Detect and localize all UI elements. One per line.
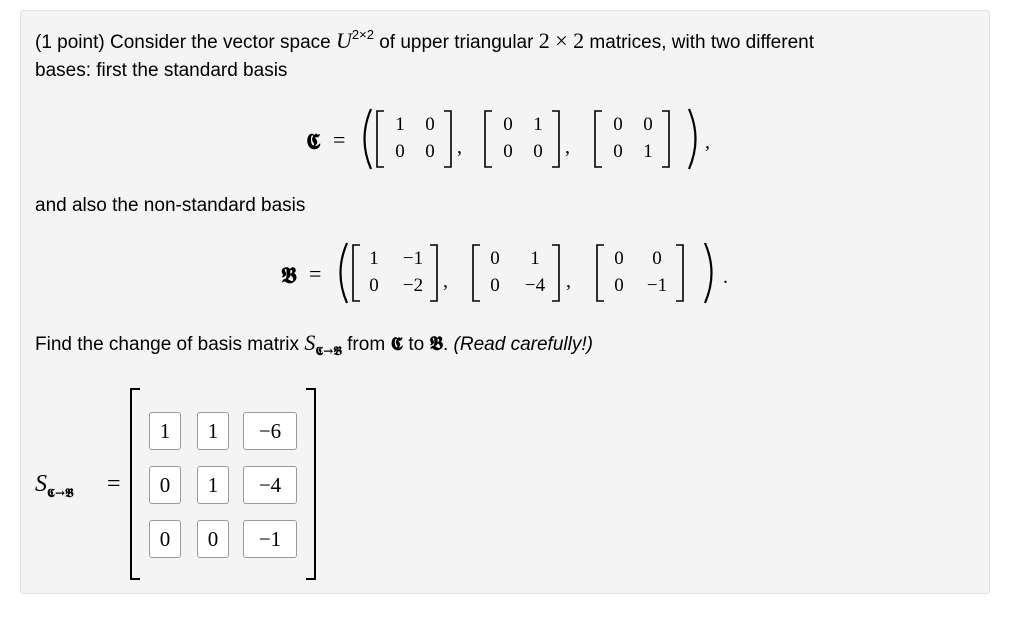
B3-a22: −1: [646, 275, 668, 296]
E1-right-bracket: [443, 110, 453, 168]
answer-left-bracket: [129, 388, 141, 580]
answer-S-symbol: S: [35, 471, 47, 497]
answer-label: [35, 471, 74, 498]
problem-line-2: bases: first the standard basis: [35, 60, 288, 81]
find-S-symbol: S: [304, 330, 316, 355]
E3-left-bracket: [593, 110, 603, 168]
B3-a21: 0: [614, 275, 624, 296]
E-comma-1: ,: [457, 136, 462, 158]
E2-left-bracket: [483, 110, 493, 168]
find-B-symbol: 𝕭: [429, 333, 443, 355]
basis-B-right-paren: [701, 241, 721, 305]
E3-a22: 1: [643, 141, 653, 162]
B1-a21: 0: [369, 275, 379, 296]
E2-a21: 0: [503, 141, 513, 162]
text-period: .: [442, 334, 454, 355]
basis-E-symbol: 𝕮: [306, 129, 321, 155]
E1-left-bracket: [375, 110, 385, 168]
text-upper-triangular: of upper triangular: [373, 32, 539, 53]
B1-a22: −2: [402, 275, 424, 296]
text-to: to: [403, 334, 430, 355]
basis-B-symbol: 𝕭: [281, 263, 297, 289]
matrix-dims: 2 × 2: [538, 28, 585, 53]
B1-a11: 1: [369, 248, 379, 269]
E1-a22: 0: [425, 141, 435, 162]
basis-E-right-paren: [685, 107, 705, 171]
answer-cell-r1c1[interactable]: 1: [149, 412, 181, 450]
answer-cell-r2c2[interactable]: 1: [197, 466, 229, 504]
B3-right-bracket: [675, 244, 685, 302]
basis-B-equals: =: [309, 261, 322, 286]
E1-a12: 0: [425, 114, 435, 135]
basis-B-left-paren: [331, 241, 351, 305]
text-read-carefully: (Read carefully!): [453, 334, 593, 355]
text-matrices: matrices, with two different: [584, 32, 814, 53]
E3-a21: 0: [613, 141, 623, 162]
E1-a21: 0: [395, 141, 405, 162]
answer-cell-r2c1[interactable]: 0: [149, 466, 181, 504]
answer-cell-r2c3[interactable]: −4: [243, 466, 297, 504]
B3-left-bracket: [595, 244, 605, 302]
find-S-subscript: 𝕮→𝕭: [315, 344, 342, 358]
B-comma-1: ,: [443, 270, 448, 292]
E2-right-bracket: [551, 110, 561, 168]
B3-a12: 0: [652, 248, 662, 269]
B2-a12: 1: [530, 248, 540, 269]
B1-right-bracket: [429, 244, 439, 302]
B3-a11: 0: [614, 248, 624, 269]
find-E-symbol: 𝕮: [390, 333, 404, 355]
space-symbol: U: [336, 28, 352, 53]
B1-left-bracket: [351, 244, 361, 302]
space-superscript: 2×2: [351, 27, 374, 42]
basis-B-end-punct: .: [723, 266, 728, 288]
B2-a21: 0: [490, 275, 500, 296]
E3-right-bracket: [661, 110, 671, 168]
answer-cell-r3c2[interactable]: 0: [197, 520, 229, 558]
B2-a22: −4: [524, 275, 546, 296]
answer-equals: =: [107, 471, 121, 497]
B1-a12: −1: [402, 248, 424, 269]
E2-a11: 0: [503, 114, 513, 135]
text-from: from: [341, 334, 391, 355]
B2-right-bracket: [551, 244, 561, 302]
answer-cell-r3c3[interactable]: −1: [243, 520, 297, 558]
answer-cell-r1c2[interactable]: 1: [197, 412, 229, 450]
text-find: Find the change of basis matrix: [35, 334, 305, 355]
problem-panel: [20, 10, 990, 594]
E1-a11: 1: [395, 114, 405, 135]
problem-find-line: [35, 330, 593, 359]
E2-a12: 1: [533, 114, 543, 135]
E3-a11: 0: [613, 114, 623, 135]
problem-line-3: and also the non-standard basis: [35, 195, 306, 216]
answer-cell-r3c1[interactable]: 0: [149, 520, 181, 558]
basis-E-end-punct: ,: [705, 131, 710, 153]
basis-E-equals: =: [333, 127, 346, 152]
E3-a12: 0: [643, 114, 653, 135]
text-consider: (1 point) Consider the vector space: [35, 32, 336, 53]
B-comma-2: ,: [566, 270, 571, 292]
B2-left-bracket: [471, 244, 481, 302]
problem-line-1: [35, 28, 814, 57]
answer-right-bracket: [305, 388, 317, 580]
basis-E-left-paren: [355, 107, 375, 171]
answer-S-subscript: 𝕮→𝕭: [47, 486, 74, 500]
B2-a11: 0: [490, 248, 500, 269]
E-comma-2: ,: [565, 136, 570, 158]
answer-cell-r1c3[interactable]: −6: [243, 412, 297, 450]
E2-a22: 0: [533, 141, 543, 162]
